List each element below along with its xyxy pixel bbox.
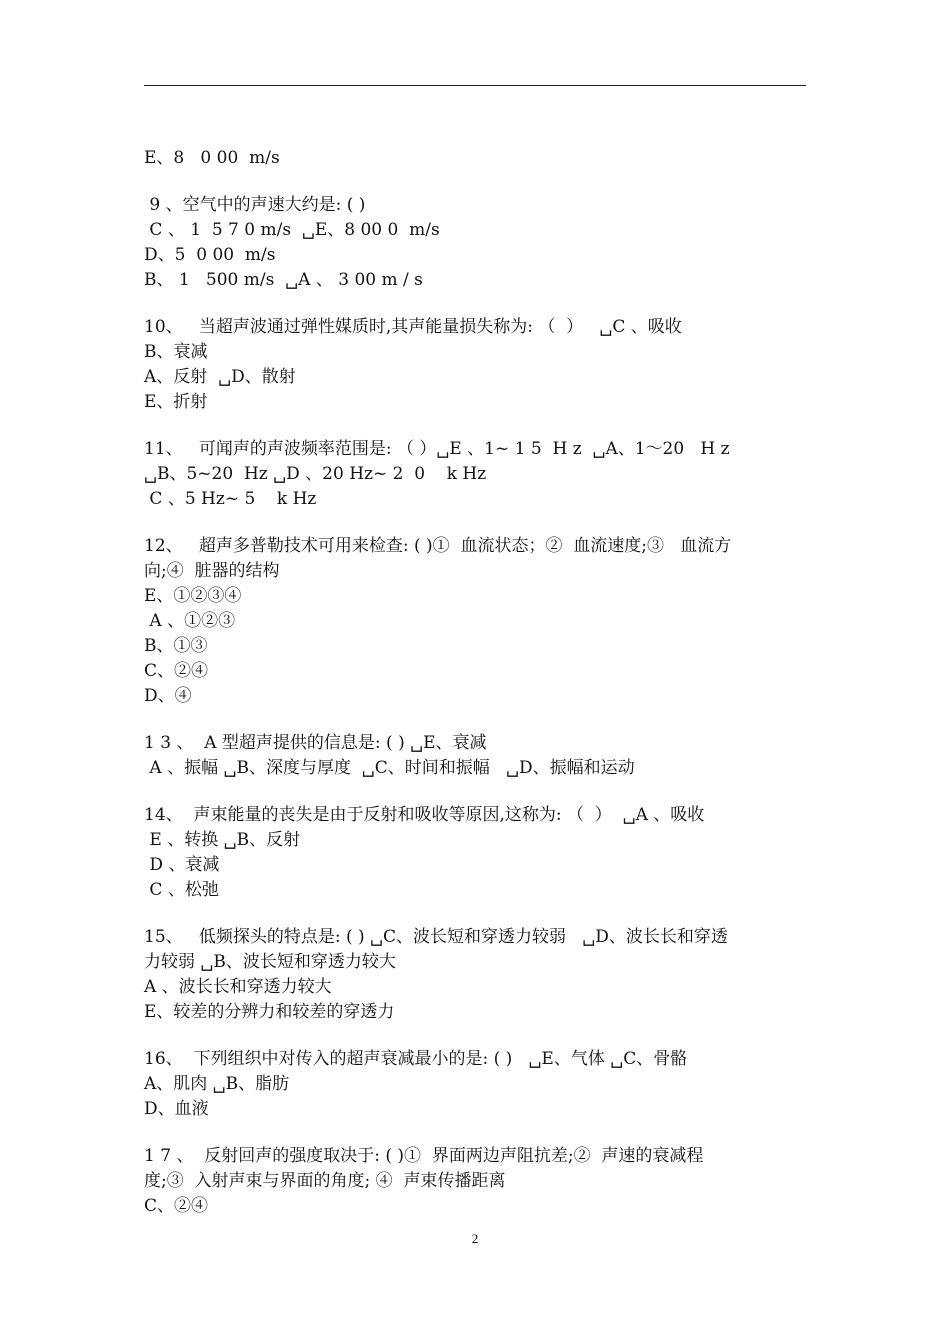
text-line: B、 1 500 m/s ␣A 、 3 00 m / s bbox=[144, 270, 423, 290]
text-line: E 、转换 ␣B、反射 bbox=[144, 830, 301, 850]
text-line: E、较差的分辨力和较差的穿透力 bbox=[144, 1002, 395, 1022]
text-line: C、②④ bbox=[144, 1196, 209, 1216]
question-gap bbox=[144, 1122, 808, 1144]
text-line: 14、 声束能量的丧失是由于反射和吸收等原因,这称为: （ ） ␣A 、吸收 bbox=[144, 805, 705, 825]
question-block bbox=[144, 731, 808, 781]
question-gap bbox=[144, 1025, 808, 1047]
text-line: D、5 0 00 m/s bbox=[144, 245, 276, 265]
text-line: D、④ bbox=[144, 686, 192, 706]
text-line: 1 3 、 A 型超声提供的信息是: ( ) ␣E、衰减 bbox=[144, 733, 487, 753]
text-line: A 、①②③ bbox=[144, 611, 236, 631]
text-line: 9 、空气中的声速大约是: ( ) bbox=[144, 195, 366, 215]
question-gap bbox=[144, 903, 808, 925]
text-line: ␣B、5~20 Hz ␣D 、20 Hz~ 2 0 k Hz bbox=[144, 464, 487, 484]
text-line: 力较弱 ␣B、波长短和穿透力较大 bbox=[144, 952, 396, 972]
question-gap bbox=[144, 415, 808, 437]
text-line: 1 7 、 反射回声的强度取决于: ( )① 界面两边声阻抗差;② 声速的衰减程 bbox=[144, 1146, 704, 1166]
question-gap bbox=[144, 512, 808, 534]
question-block bbox=[144, 437, 808, 512]
text-line: E、①②③④ bbox=[144, 586, 242, 606]
text-line: E、折射 bbox=[144, 392, 208, 412]
text-line: 12、 超声多普勒技术可用来检查: ( )① 血流状态；② 血流速度;③ 血流方 bbox=[144, 536, 732, 556]
header-rule bbox=[144, 85, 806, 86]
question-block bbox=[144, 1047, 808, 1122]
text-line: 10、 当超声波通过弹性媒质时,其声能量损失称为: （ ） ␣C 、吸收 bbox=[144, 317, 682, 337]
text-line: 16、 下列组织中对传入的超声衰减最小的是: ( ) ␣E、气体 ␣C、骨骼 bbox=[144, 1049, 688, 1069]
question-block bbox=[144, 925, 808, 1025]
text-line: 11、 可闻声的声波频率范围是: （ ）␣E 、1~ 1 5 H z ␣A、1～20 H z bbox=[144, 439, 730, 459]
text-line: E、8 0 00 m/s bbox=[144, 148, 280, 168]
text-line: D、血液 bbox=[144, 1099, 209, 1119]
text-line: C 、5 Hz~ 5 k Hz bbox=[144, 489, 317, 509]
text-line: C 、松弛 bbox=[144, 880, 219, 900]
text-line: 向;④ 脏器的结构 bbox=[144, 561, 280, 581]
text-line: B、衰减 bbox=[144, 342, 208, 362]
text-line: B、①③ bbox=[144, 636, 208, 656]
question-block bbox=[144, 315, 808, 415]
text-line: A、反射 ␣D、散射 bbox=[144, 367, 296, 387]
question-block bbox=[144, 193, 808, 293]
question-gap bbox=[144, 293, 808, 315]
text-line: 度;③ 入射声束与界面的角度; ④ 声束传播距离 bbox=[144, 1171, 506, 1191]
text-line: A、肌肉 ␣B、脂肪 bbox=[144, 1074, 290, 1094]
text-line: C 、 1 5 7 0 m/s ␣E、8 00 0 m/s bbox=[144, 220, 440, 240]
text-line: A 、波长长和穿透力较大 bbox=[144, 977, 332, 997]
question-block bbox=[144, 803, 808, 903]
text-line: A 、振幅 ␣B、深度与厚度 ␣C、时间和振幅 ␣D、振幅和运动 bbox=[144, 758, 635, 778]
question-block bbox=[144, 1144, 808, 1219]
question-gap bbox=[144, 781, 808, 803]
text-line: C、②④ bbox=[144, 661, 209, 681]
text-line: 15、 低频探头的特点是: ( ) ␣C、波长短和穿透力较弱 ␣D、波长长和穿透 bbox=[144, 927, 728, 947]
page-number: 2 bbox=[471, 1231, 479, 1246]
document-body bbox=[144, 146, 808, 1219]
question-gap bbox=[144, 709, 808, 731]
text-line: D 、衰减 bbox=[144, 855, 220, 875]
question-block bbox=[144, 534, 808, 709]
question-gap bbox=[144, 171, 808, 193]
question-block bbox=[144, 146, 808, 171]
